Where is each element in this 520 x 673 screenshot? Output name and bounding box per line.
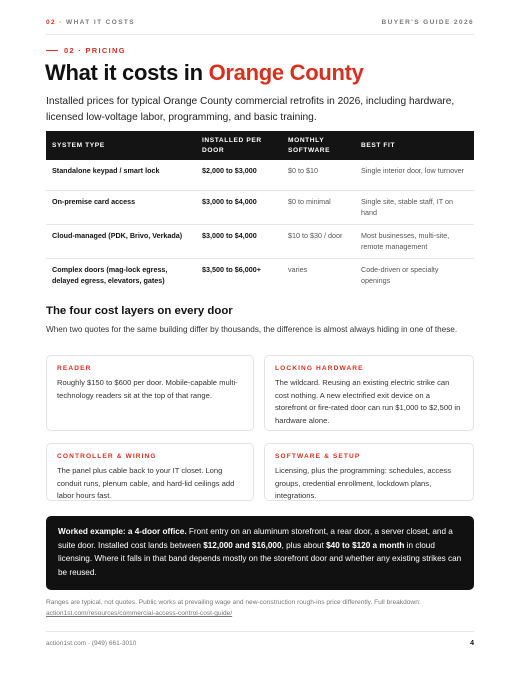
example-lead: Worked example: a 4-door office. (58, 527, 187, 536)
card-title: CONTROLLER & WIRING (57, 453, 157, 460)
section-number: 02 (46, 19, 57, 26)
table-row (46, 160, 474, 190)
example-cost-range: $12,000 and $16,000 (203, 540, 282, 550)
cell-monthly-software: $0 to $10 (282, 160, 355, 190)
lede-paragraph: Installed prices for typical Orange County commercial retrofits in 2026, including hardware, licensed low-voltage labor, programming, and basic training. (46, 96, 455, 123)
cell-installed-price: $3,000 to $4,000 (196, 190, 282, 224)
page-footer (46, 640, 474, 647)
eyebrow-text: 02 · PRICING (64, 46, 126, 55)
footer-divider (46, 631, 474, 632)
example-text-2: , plus about (281, 540, 327, 550)
cell-system-type: On-premise card access (46, 190, 196, 224)
page-title (45, 60, 364, 86)
section-name: WHAT IT COSTS (66, 19, 136, 26)
card-body: The wildcard. Reusing an existing electric strike can cost nothing. A new electrified exit device on a storefront or fire-rated door can run $1,000 to $2,500 in hardware alone. (275, 378, 461, 425)
footer-contact: action1st.com · (949) 661-3010 (46, 640, 137, 647)
cell-system-type: Complex doors (mag-lock egress, delayed egress, elevators, gates) (52, 264, 168, 285)
example-text-1: Front entry on an aluminum storefront, a rear door, a server closet, and a suite door. Installed cost lands between (58, 527, 453, 550)
pricing-table (46, 131, 474, 292)
cost-layer-card-locking-hardware (264, 355, 474, 431)
document-title: BUYER'S GUIDE 2026 (381, 19, 474, 26)
eyebrow (46, 46, 126, 55)
table-row (46, 190, 474, 224)
cell-monthly-software: varies (288, 264, 308, 274)
cell-installed-price: $3,000 to $4,000 (196, 224, 282, 258)
footnote (46, 597, 476, 619)
cell-best-fit: Single interior door, low turnover (355, 160, 474, 190)
page-number: 4 (470, 640, 474, 647)
eyebrow-dash (46, 50, 58, 52)
example-text-3: in cloud licensing. Where it falls in that band depends mostly on the storefront door and whether any existing strikes can be reused. (58, 540, 462, 577)
header-divider (46, 34, 474, 35)
running-header (46, 19, 474, 31)
column-header-monthly-software: MONTHLY SOFTWARE (282, 131, 355, 160)
cell-best-fit: Code-driven or specialty openings (361, 264, 439, 285)
cost-layer-card-reader (46, 355, 254, 431)
cell-installed-price: $3,500 to $6,000+ (202, 264, 261, 274)
cell-best-fit: Single site, stable staff, IT on hand (355, 190, 474, 224)
card-title: SOFTWARE & SETUP (275, 453, 361, 460)
title-prefix: What it costs in (45, 60, 209, 85)
section-intro: When two quotes for the same building differ by thousands, the difference is almost always hiding in one of these. (46, 325, 458, 334)
section-label (46, 19, 135, 31)
column-header-installed-per-door: INSTALLED PER DOOR (196, 131, 282, 160)
table-row (46, 224, 474, 258)
column-header-system-type: SYSTEM TYPE (46, 131, 196, 160)
footnote-text: Ranges are typical, not quotes. Public works at prevailing wage and new-construction rough-ins price differently. Full breakdown: (46, 599, 421, 606)
section-heading: The four cost layers on every door (46, 305, 233, 317)
example-monthly-range: $40 to $120 a month (326, 540, 405, 550)
table-row (46, 258, 474, 292)
cell-installed-price: $2,000 to $3,000 (196, 160, 282, 190)
cell-monthly-software: $0 to minimal (282, 190, 355, 224)
section-separator: · (59, 19, 63, 26)
worked-example-callout (46, 516, 474, 590)
cell-best-fit: Most businesses, multi-site, remote management (355, 224, 474, 258)
cost-layer-card-controller-wiring (46, 443, 254, 501)
card-body: Roughly $150 to $600 per door. Mobile-capable multi-technology readers sit at the top of that range. (57, 378, 238, 400)
card-title: LOCKING HARDWARE (275, 365, 364, 372)
card-body: Licensing, plus the programming: schedules, access groups, credential enrollment, lockdown plans, integrations. (275, 466, 452, 500)
breakdown-link[interactable]: action1st.com/resources/commercial-access-control-cost-guide/ (46, 610, 233, 617)
card-title: READER (57, 365, 92, 372)
table-header-row (46, 131, 474, 160)
title-highlight: Orange County (208, 60, 364, 85)
cell-monthly-software: $10 to $30 / door (282, 224, 355, 258)
column-header-best-fit: BEST FIT (355, 131, 474, 160)
card-body: The panel plus cable back to your IT closet. Long conduit runs, plenum cable, and hard-lid ceilings add labor hours fast. (57, 466, 235, 500)
cost-layer-card-software-setup (264, 443, 474, 501)
cell-system-type: Cloud-managed (PDK, Brivo, Verkada) (46, 224, 196, 258)
cell-system-type: Standalone keypad / smart lock (46, 160, 196, 190)
